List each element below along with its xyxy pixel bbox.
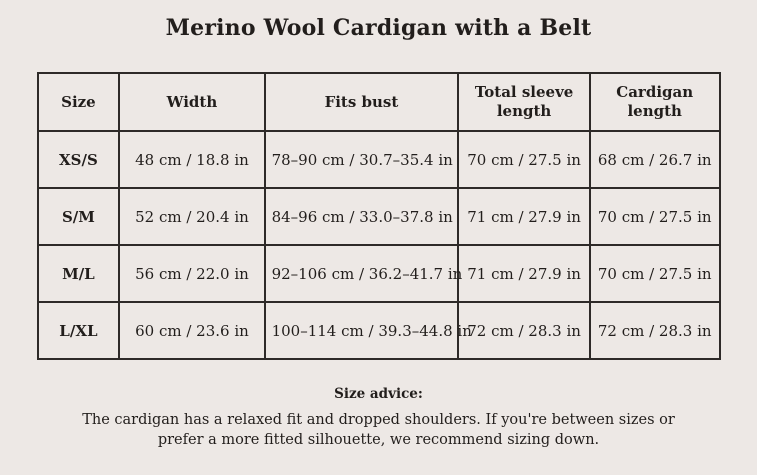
width-value: 48 cm / 18.8 in (119, 131, 264, 188)
size-chart-table (37, 72, 721, 360)
fits-bust-value: 92–106 cm / 36.2–41.7 in (265, 245, 459, 302)
column-header-cardigan-length: Cardigan length (590, 73, 720, 131)
table-row-l-xl (38, 302, 720, 359)
size-advice-section (0, 386, 757, 450)
size-label: XS/S (38, 131, 120, 188)
column-header-width: Width (119, 73, 264, 131)
column-header-size: Size (38, 73, 120, 131)
width-value: 60 cm / 23.6 in (119, 302, 264, 359)
sleeve-length-value: 71 cm / 27.9 in (458, 245, 590, 302)
sleeve-length-value: 70 cm / 27.5 in (458, 131, 590, 188)
width-value: 56 cm / 22.0 in (119, 245, 264, 302)
cardigan-length-value: 72 cm / 28.3 in (590, 302, 720, 359)
table-row-xs-s (38, 131, 720, 188)
size-label: L/XL (38, 302, 120, 359)
cardigan-length-value: 70 cm / 27.5 in (590, 245, 720, 302)
fits-bust-value: 78–90 cm / 30.7–35.4 in (265, 131, 459, 188)
sleeve-length-value: 71 cm / 27.9 in (458, 188, 590, 245)
size-label: M/L (38, 245, 120, 302)
table-header-row (38, 73, 720, 131)
sleeve-length-value: 72 cm / 28.3 in (458, 302, 590, 359)
width-value: 52 cm / 20.4 in (119, 188, 264, 245)
size-advice-text: The cardigan has a relaxed fit and dropped shoulders. If you're between sizes or prefer a more fitted silhouette, we recommend sizing down. (82, 412, 675, 448)
column-header-sleeve-length: Total sleeve length (458, 73, 590, 131)
cardigan-length-value: 68 cm / 26.7 in (590, 131, 720, 188)
cardigan-length-value: 70 cm / 27.5 in (590, 188, 720, 245)
column-header-fits-bust: Fits bust (265, 73, 459, 131)
table-row-m-l (38, 245, 720, 302)
table-row-s-m (38, 188, 720, 245)
size-advice-label: Size advice: (334, 386, 423, 402)
size-label: S/M (38, 188, 120, 245)
fits-bust-value: 100–114 cm / 39.3–44.8 in (265, 302, 459, 359)
page-title: Merino Wool Cardigan with a Belt (165, 15, 592, 41)
fits-bust-value: 84–96 cm / 33.0–37.8 in (265, 188, 459, 245)
